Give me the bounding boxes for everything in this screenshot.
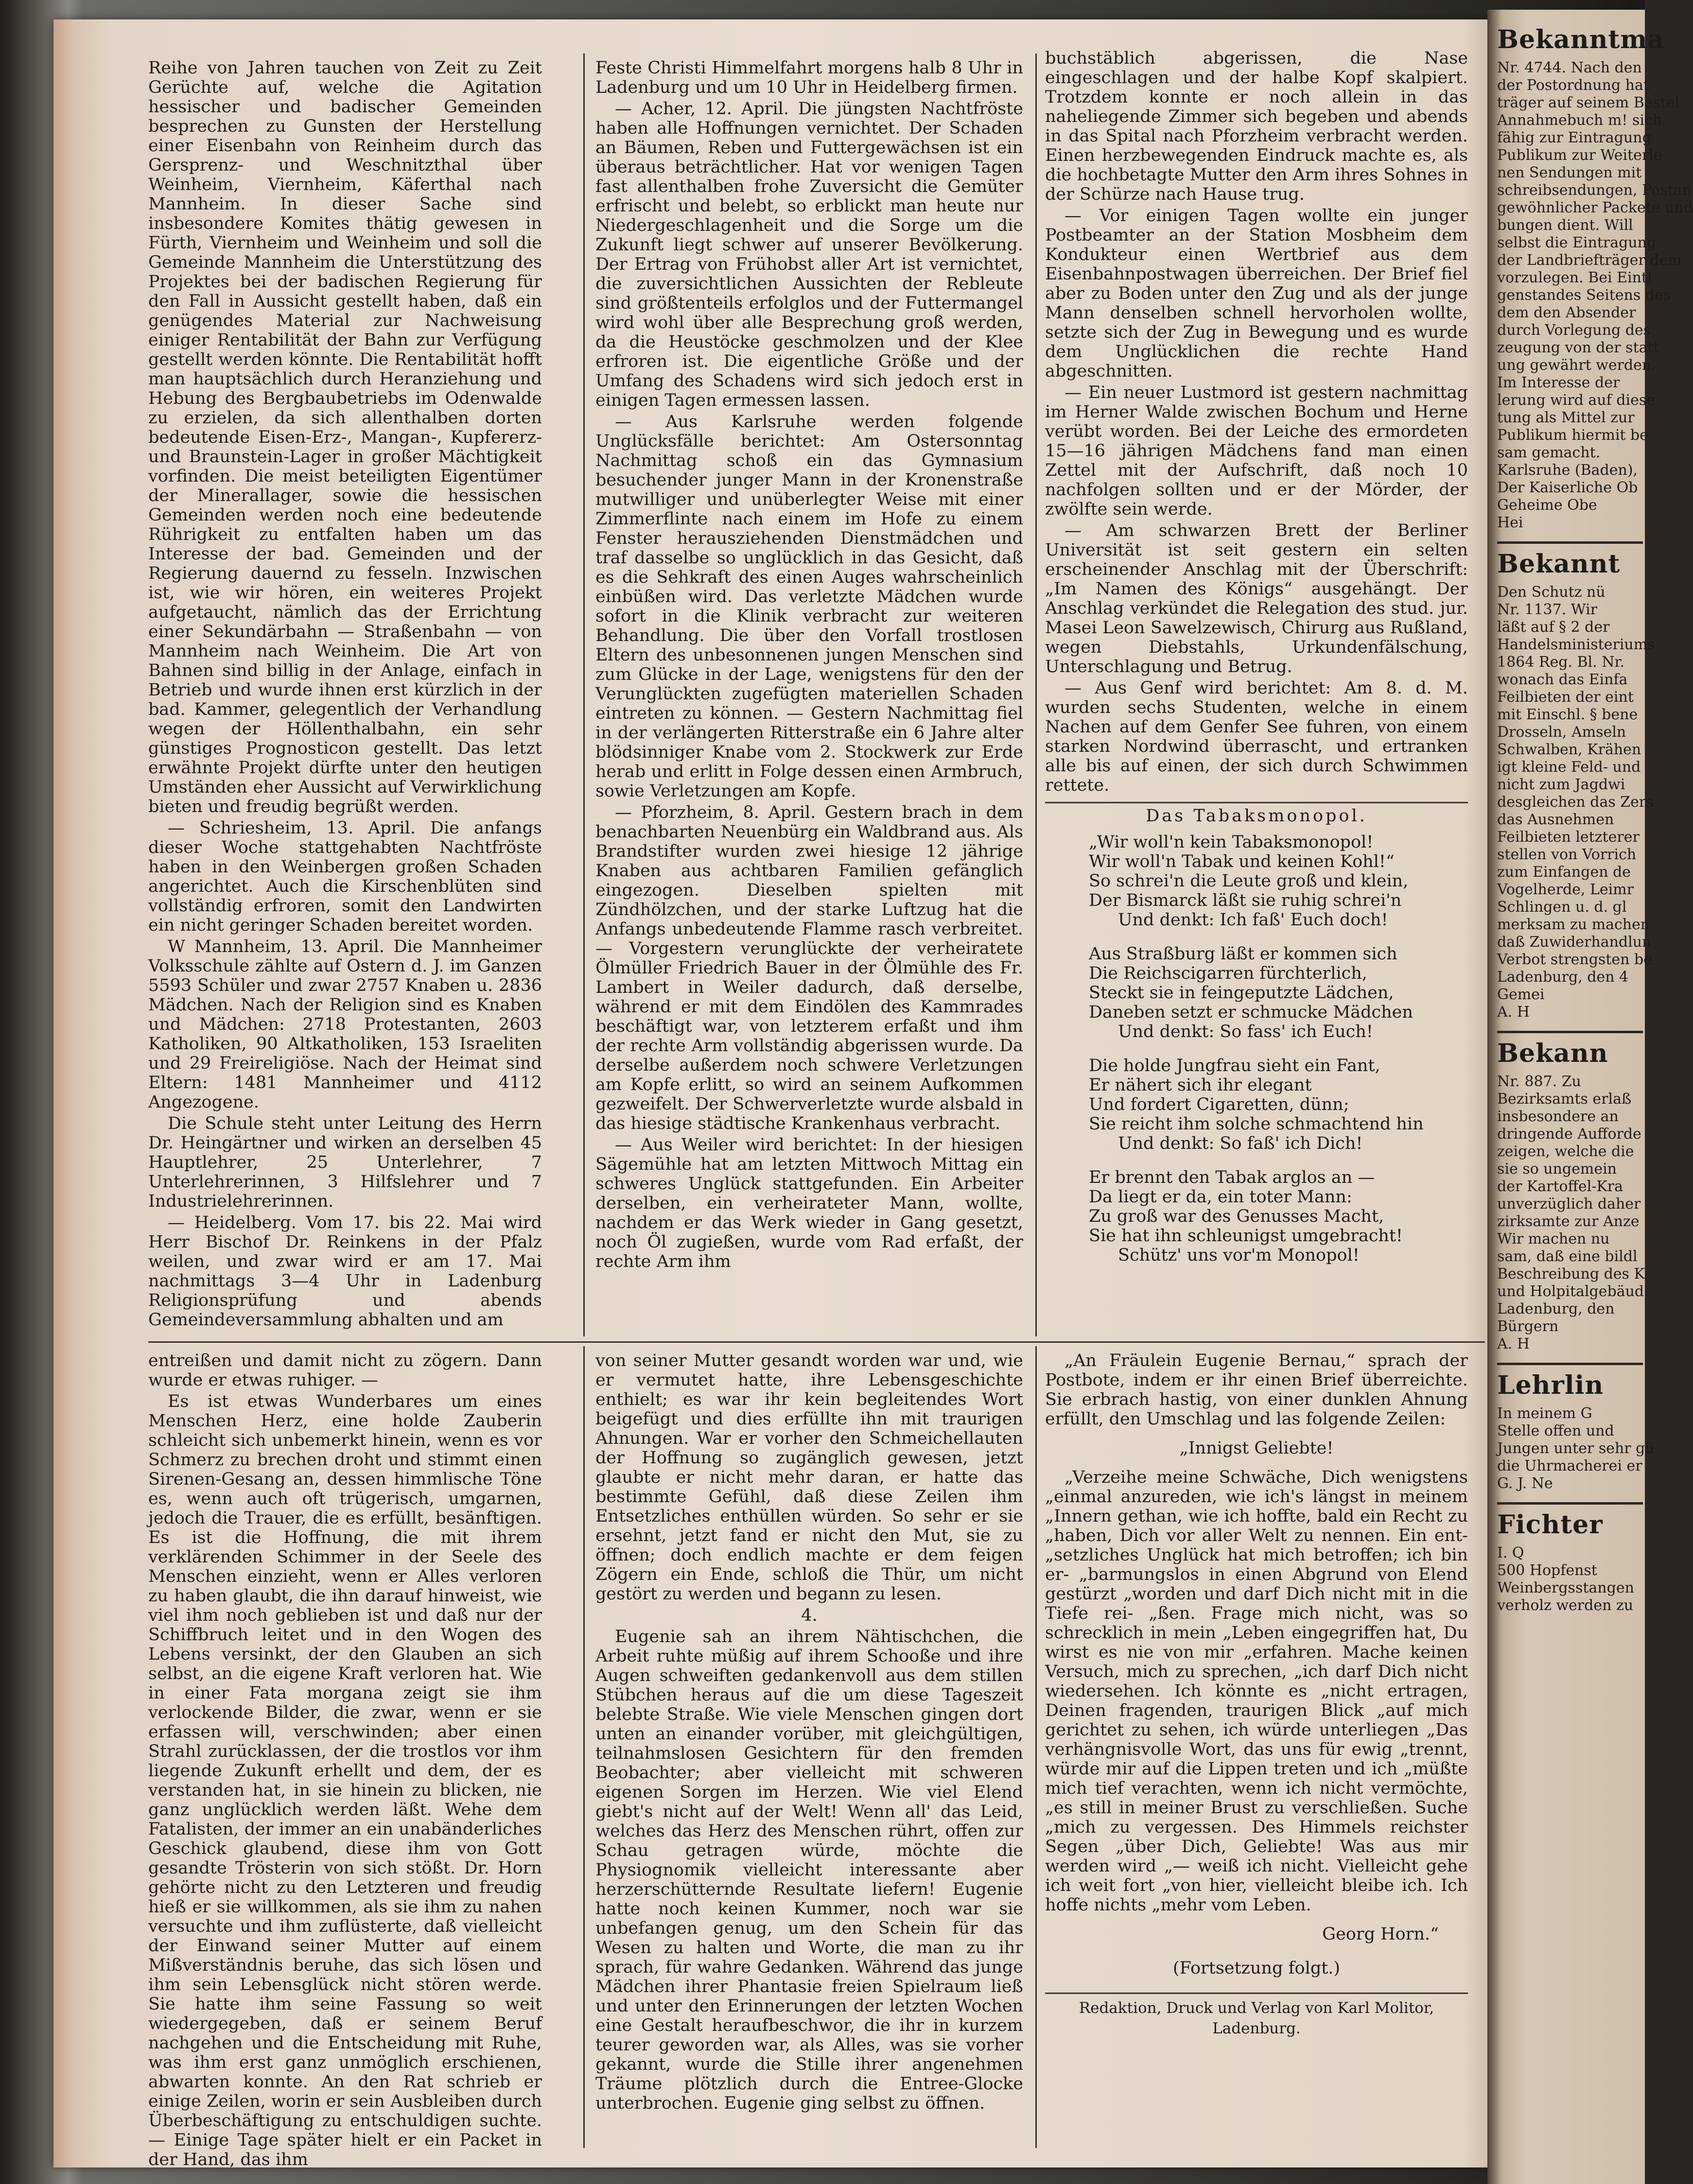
- ad-line: zeigen, welche die: [1497, 1143, 1634, 1160]
- ad-line: Jungen unter sehr gü: [1497, 1440, 1655, 1457]
- poem-line: Und denkt: Ich faß' Euch doch!: [1118, 910, 1388, 930]
- ad-line: ung gewährt werden.: [1497, 357, 1656, 374]
- ad-block: [1497, 59, 1693, 532]
- ad-line: In meinem G: [1497, 1405, 1592, 1422]
- ad-line: G. J. Ne: [1497, 1475, 1553, 1492]
- poem-stanza-3: [1045, 1056, 1468, 1153]
- column-rule: [1035, 53, 1037, 1336]
- poem-line: Und fordert Cigaretten, dünn;: [1089, 1095, 1349, 1114]
- ad-line: die Uhrmacherei er: [1497, 1457, 1642, 1474]
- article-pforzheim: — Pforzheim, 8. April. Gestern brach in dem benachbarten Neuenbürg ein Waldbrand aus. Als Brandstifter wurden zwei hiesige 12 jährige Knaben aus achtbaren Familien gefänglich eingezogen. Dieselben spielten mit Zündhölzchen, und der starke Luftzug hat die Anfangs unbedeutende Flamme rasch verbreitet. — Vorgestern verunglückte der verheiratete Ölmüller Friedrich Bauer in der Ölmühle des Fr. Lambert in Weiler dadurch, daß derselbe, während er mit dem Eindölen des Kammrades beschäftigt war, von letzterem erfaßt und ihm der rechte Arm vollständig abgerissen wurde. Da derselbe außerdem noch schwere Verletzungen am Kopfe erlitt, so wird an seinem Aufkommen gezweifelt. Der Schwerverletzte wurde alsbald in das hiesige städtische Krankenhaus verbracht.: [595, 803, 1023, 1133]
- ad-line: Weinbergsstangen: [1497, 1579, 1634, 1596]
- ad-block: [1497, 584, 1655, 1021]
- ad-heading: Bekann: [1497, 1039, 1608, 1068]
- upper-column-3: [1045, 49, 1468, 1336]
- ad-line: durch Vorlegung des: [1497, 322, 1651, 339]
- column-rule: [583, 1346, 585, 2148]
- ad-line: Handelsministeriums: [1497, 636, 1655, 653]
- ad-line: Hei: [1497, 514, 1523, 531]
- ad-line: Schwalben, Krähen: [1497, 741, 1641, 758]
- poem-line: Da liegt er da, ein toter Mann:: [1089, 1187, 1352, 1207]
- article-himmelfahrt: Feste Christi Himmelfahrt morgens halb 8 Uhr in Ladenburg und um 10 Uhr in Heidelberg firmen.: [595, 58, 1023, 97]
- ad-line: Wir machen nu: [1497, 1231, 1610, 1248]
- imprint-place: Ladenburg.: [1212, 2020, 1301, 2037]
- ad-line: dem den Absender: [1497, 304, 1636, 321]
- ad-line: läßt auf § 2 der: [1497, 619, 1610, 636]
- ad-line: Ladenburg, den: [1497, 1300, 1615, 1317]
- ad-block: [1497, 1544, 1643, 1614]
- ad-heading: Bekanntma: [1497, 25, 1665, 54]
- poem-line: Daneben setzt er schmucke Mädchen: [1089, 1003, 1413, 1022]
- poem-rule: [1045, 802, 1468, 803]
- ad-line: 500 Hopfenst: [1497, 1562, 1597, 1579]
- section-divider: [148, 1341, 1485, 1343]
- ad-line: nicht zum Jagdwi: [1497, 776, 1625, 793]
- ad-line: zeugung von der statt: [1497, 339, 1659, 356]
- lower-column-2: [595, 1351, 1023, 2148]
- ad-line: fähig zur Eintragung: [1497, 129, 1652, 146]
- poem-line: Und denkt: So faß' ich Dich!: [1118, 1134, 1363, 1153]
- ad-line: unverzüglich daher: [1497, 1196, 1641, 1213]
- article-weiler: — Aus Weiler wird berichtet: In der hiesigen Sägemühle hat am letzten Mittwoch Mittag ein schweres Unglück stattgefunden. Ein Arbeiter derselben, ein verheirateter Mann, wollte, nachdem er das Werk wieder in Gang gesetzt, noch Öl zugießen, wurde vom Rad erfaßt, der rechte Arm ihm: [595, 1135, 1023, 1271]
- ad-heading: Lehrlin: [1497, 1370, 1604, 1400]
- continued-note: (Fortsetzung folgt.): [1172, 1959, 1341, 1978]
- ad-line: dringende Aufforde: [1497, 1126, 1641, 1143]
- poem-stanza-4: [1045, 1168, 1468, 1265]
- poem-line: Steckt sie in feingeputzte Lädchen,: [1089, 983, 1394, 1003]
- ad-line: tung als Mittel zur: [1497, 409, 1635, 426]
- story-paragraph: Es ist etwas Wunderbares um eines Menschen Herz, eine holde Zauberin schleicht sich unbemerkt hinein, wenn es vor Schmerz zu brechen droht und stimmt einen Sirenen-Gesang an, dessen himmlische Töne es, wenn auch oft trügerisch, umgarnen, jedoch die Trauer, die es erfüllt, besänftigen. Es ist die Hoffnung, die mit ihrem verklärenden Schimmer in der Seele des Menschen einzieht, wenn er Alles verloren zu haben glaubt, die ihn darauf hinweist, wie viel ihm noch geblieben ist und daß nur der Schiffbruch leitet und in den Wogen des Lebens versinkt, der den Glauben an sich selbst, an die eigene Kraft verloren hat. Wie in einer Fata morgana zeigt sie ihm verlockende Bilder, die zwar, wenn er sie erfassen will, verschwinden; aber einen Strahl zurücklassen, der die trostlos vor ihm liegende Zukunft erhellt und dem, der es verstanden hat, in sie hinein zu blicken, nie ganz unglücklich werden läßt. Wehe dem Fatalisten, der immer an ein unabänderliches Geschick glaubend, diese ihm von Gott gesandte Trösterin von sich stößt. Dr. Horn gehörte nicht zu den Letzteren und freudig hieß er sie willkommen, als sie ihm zu nahen versuchte und ihm zuflüsterte, daß vielleicht der Einwand seiner Mutter auf einem Mißverständnis beruhe, das sich lösen und ihm sein Lebensglück nicht stören werde. Sie hatte ihm seine Fassung so weit wiedergegeben, daß er seinem Beruf nachgehen und die Entscheidung mit Ruhe, was ihm erst ganz unmöglich erschienen, abwarten konnte. An den Rat schrieb er einige Zeilen, worin er sein Ausbleiben durch Überbeschäftigung zu entschuldigen suchte. — Einige Tage später hielt er ein Packet in der Hand, das ihm: [148, 1392, 542, 2169]
- ad-line: I. Q: [1497, 1544, 1524, 1561]
- ad-line: Bezirksamts erlaß: [1497, 1091, 1632, 1108]
- ad-line: insbesondere an: [1497, 1108, 1619, 1125]
- poem-line: Sie reicht ihm solche schmachtend hin: [1089, 1114, 1424, 1134]
- ad-line: stellen von Vorrich: [1497, 846, 1637, 863]
- ad-line: träger auf seinem Bestel: [1497, 94, 1680, 111]
- upper-column-1: [148, 58, 542, 1332]
- ad-line: A. H: [1497, 1335, 1530, 1352]
- article-weiler-cont: buchstäblich abgerissen, die Nase eingeschlagen und der halbe Kopf skalpiert. Trotzdem konnte er noch allein in das naheliegende Zimmer sich begeben und abends in das Spital nach Pforzheim verbracht werden. Einen herzbewegenden Eindruck machte es, als die hochbetagte Mutter den Arm ihres Sohnes in der Schürze nach Hause trug.: [1045, 49, 1468, 204]
- article-berlin-university: — Am schwarzen Brett der Berliner Universität ist seit gestern ein selten erscheinender Anschlag mit der Überschrift: „Im Namen des Königs“ ausgehängt. Der Anschlag verkündet die Relegation des stud. jur. Masei Leon Sawelzewisch, Chirurg aus Rußland, wegen Diebstahls, Urkundenfälschung, Unterschlagung und Betrug.: [1045, 521, 1468, 676]
- ad-line: Karlsruhe (Baden),: [1497, 462, 1638, 479]
- ad-line: Annahmebuch m! sich: [1497, 112, 1662, 129]
- ad-line: Nr. 887. Zu: [1497, 1073, 1581, 1090]
- ad-line: Stelle offen und: [1497, 1422, 1614, 1439]
- ad-line: das Ausnehmen: [1497, 811, 1614, 828]
- story-paragraph: „An Fräulein Eugenie Bernau,“ sprach der Postbote, indem er ihr einen Brief überreichte. Sie erbrach hastig, von einer dunklen Ahnung erfüllt, den Umschlag und las folgende Zeilen:: [1045, 1351, 1468, 1429]
- ad-line: schreibsendungen, Postan: [1497, 182, 1692, 199]
- ad-heading: Fichter: [1497, 1510, 1603, 1540]
- imprint-rule: [1045, 1993, 1468, 1994]
- ad-line: Nr. 4744. Nach den: [1497, 59, 1642, 76]
- poem-line: Die Reichscigarren fürchterlich,: [1089, 964, 1367, 983]
- ad-line: igt kleine Feld- und: [1497, 759, 1641, 776]
- ad-line: sam, daß eine bildl: [1497, 1248, 1638, 1265]
- ad-line: zirksamte zur Anze: [1497, 1213, 1640, 1230]
- poem-title: Das Tabaksmonopol.: [1146, 806, 1367, 826]
- adjacent-page-text: [1497, 19, 1693, 1614]
- ad-line: und Holpitalgebäud: [1497, 1283, 1644, 1300]
- ad-line: Im Interesse der: [1497, 374, 1620, 391]
- poem-line: Er nähert sich ihr elegant: [1089, 1075, 1312, 1095]
- ad-line: bungen dient. Will: [1497, 217, 1633, 234]
- ad-line: wonach das Einfa: [1497, 671, 1628, 688]
- story-paragraph: entreißen und damit nicht zu zögern. Dann wurde er etwas ruhiger. —: [148, 1351, 542, 1390]
- lower-column-1: [148, 1351, 542, 2169]
- letter-signature: Georg Horn.“: [1322, 1924, 1439, 1944]
- ad-line: desgleichen das Zers: [1497, 794, 1654, 811]
- ad-line: Feilbieten letzterer: [1497, 829, 1640, 846]
- ad-line: sam gemacht.: [1497, 444, 1601, 461]
- ad-line: Gemei: [1497, 986, 1545, 1003]
- imprint-line: Redaktion, Druck und Verlag von Karl Molitor,: [1079, 1999, 1434, 2017]
- ad-line: der Kartoffel-Kra: [1497, 1178, 1623, 1195]
- ad-line: Beschreibung des K: [1497, 1265, 1645, 1283]
- ad-line: Geheime Obe: [1497, 497, 1597, 514]
- ad-heading: Bekannt: [1497, 549, 1621, 579]
- story-paragraph: von seiner Mutter gesandt worden war und, wie er vermutet hatte, ihre Lebensgeschichte enthielt; es war ihr kein begleitendes Wort beigefügt und dies erfüllte ihn mit traurigen Ahnungen. War er vorher den Schmeichellauten der Hoffnung so zugänglich gewesen, jetzt glaubte er nicht mehr daran, er hatte das bestimmte Gefühl, daß diese Zeilen ihm Entsetzliches enthüllen würden. So sehr er sie ersehnt, jetzt fand er nicht den Mut, sie zu öffnen; doch endlich machte er dem feigen Zögern ein Ende, schloß die Thür, um nicht gestört zu werden und begann zu lesen.: [595, 1351, 1023, 1604]
- column-rule: [583, 53, 585, 1336]
- ad-line: Vogelherde, Leimr: [1497, 881, 1634, 898]
- article-postbeamter: — Vor einigen Tagen wollte ein junger Postbeamter an der Station Mosbheim dem Kondukteur einen Wertbrief aus dem Eisenbahnpostwagen überreichen. Der Brief fiel aber zu Boden unter den Zug und als der junge Mann denselben schnell hervorholen wollte, setzte sich der Zug in Bewegung und es wurde dem Unglücklichen die rechte Hand abgeschnitten.: [1045, 206, 1468, 381]
- ad-line: lerung wird auf diese: [1497, 392, 1655, 409]
- ad-rule: [1497, 1363, 1643, 1365]
- ad-line: der Landbriefträger dem: [1497, 252, 1682, 269]
- ad-line: Bürgern: [1497, 1318, 1559, 1335]
- article-lustmord: — Ein neuer Lustmord ist gestern nachmittag im Herner Walde zwischen Bochum und Herne verübt worden. Bei der Leiche des ermordeten 15—16 jährigen Mädchens fand man einen Zettel mit der Aufschrift, daß noch 10 nachfolgen sollten und er der Mörder, der zwölfte sein werde.: [1045, 383, 1468, 519]
- lower-column-3: [1045, 1351, 1468, 2148]
- ad-line: 1864 Reg. Bl. Nr.: [1497, 654, 1625, 671]
- article-railway: Reihe von Jahren tauchen von Zeit zu Zeit Gerüchte auf, welche die Agitation hessischer und badischer Gemeinden besprechen zu Gunsten der Herstellung einer Eisenbahn von Reinheim durch das Gersprenz- und Weschnitzthal über Weinheim, Viernheim, Käferthal nach Mannheim. In dieser Sache sind insbesondere Komites thätig gewesen in Fürth, Viernheim und Weinheim und soll die Gemeinde Mannheim die Unterstützung des Projektes bei der badischen Regierung für den Fall in Aussicht gestellt haben, daß ein genügendes Material zur Nachweisung einiger Rentabilität der Bahn zur Verfügung gestellt werden könnte. Die Rentabilität hofft man hauptsächlich durch Heranziehung und Hebung des Bergbaubetriebs im Odenwalde zu erzielen, da sich allenthalben dorten bedeutende Eisen-Erz-, Mangan-, Kupfererz- und Braunstein-Lager in großer Mächtigkeit vorfinden. Die meist beteiligten Eigentümer der Minerallager, sowie die hessischen Gemeinden werden noch eine bedeutende Rührigkeit zu entfalten haben um das Interesse der bad. Gemeinden und der Regierung dauernd zu fesseln. Inzwischen ist, wie wir hören, ein weiteres Projekt aufgetaucht, nämlich das der Errichtung einer Sekundärbahn — Straßenbahn — von Mannheim nach Weinheim. Die Art von Bahnen sind billig in der Anlage, einfach in Betrieb und wurde ihnen erst kürzlich in der bad. Kammer, gelegentlich der Verhandlung wegen der Höllenthalbahn, ein sehr günstiges Prognosticon gestellt. Das letzt erwähnte Projekt dürfte unter den heutigen Umständen eher Aussicht auf Verwirklichung bieten und freudig begrüßt werden.: [148, 58, 542, 816]
- ad-line: Ladenburg, den 4: [1497, 969, 1629, 986]
- ad-line: Publikum zur Weiterle: [1497, 147, 1662, 164]
- poem-line: Der Bismarck läßt sie ruhig schrei'n: [1089, 891, 1402, 910]
- chapter-number: 4.: [801, 1606, 818, 1625]
- ad-line: daß Zuwiderhandlun: [1497, 934, 1652, 951]
- letter-body: „Verzeihe meine Schwäche, Dich wenigstens „einmal anzureden, wie ich's längst in meinem „Innern gethan, wie ich hoffte, bald ein Recht zu „haben, Dich vor aller Welt zu nennen. Ein ent- „setzliches Unglück hat mich betroffen; ich bin er- „barmungslos in einen Abgrund von Elend gestürzt „worden und darf Dich nicht mit in die Tiefe rei- „ßen. Frage mich nicht, was so schrecklich in mein „Leben eingegriffen hat, Du wirst es nie von mir „erfahren. Mache keinen Versuch, mich zu sprechen, „ich darf Dich nicht wiedersehen. Ich könnte es „nicht ertragen, Deinen fragenden, traurigen Blick „auf mich gerichtet zu sehen, ich würde unterliegen „Das verhängnisvolle Wort, das uns für ewig „trennt, würde mir auf die Lippen treten und ich „müßte mich tief verachten, wenn ich nicht vermöchte, „es still in meiner Brust zu verschließen. Suche „mich zu vergessen. Des Himmels reichster Segen „über Dich, Geliebte! Was aus mir werden wird „— weiß ich nicht. Vielleicht gehe ich weit fort „von hier, vielleicht bleibe ich. Ich hoffe nichts „mehr vom Leben.: [1045, 1468, 1468, 1915]
- ad-line: der Postordnung hat: [1497, 77, 1649, 94]
- ad-line: Publikum hiermit be: [1497, 427, 1648, 444]
- poem-line: Aus Straßburg läßt er kommen sich: [1089, 944, 1397, 964]
- article-acher: — Acher, 12. April. Die jüngsten Nachtfröste haben alle Hoffnungen vernichtet. Der Schaden an Bäumen, Reben und Futtergewächsen ist ein überaus beträchtlicher. Hat vor wenigen Tagen fast allenthalben frohe Zuversicht die Gemüter erfrischt und belebt, so erblickt man heute nur Niedergeschlagenheit und die Sorge um die Zukunft liegt schwer auf unserer Bevölkerung. Der Ertrag von Frühobst aller Art ist vernichtet, die zuversichtlichen Aussichten der Rebleute sind größtenteils erfolglos und der Futtermangel wird wohl über alle Besprechung groß werden, da die Heustöcke geschmolzen und der Klee erfroren ist. Die eigentliche Größe und der Umfang des Schadens wird sich jedoch erst in einigen Tagen ermessen lassen.: [595, 99, 1023, 410]
- letter-salutation: „Innigst Geliebte!: [1179, 1439, 1334, 1458]
- story-paragraph: Eugenie sah an ihrem Nähtischchen, die Arbeit ruhte müßig auf ihrem Schooße und ihre Augen schweiften gedankenvoll aus dem stillen Stübchen heraus auf die um diese Tageszeit belebte Straße. Wie viele Menschen gingen dort unten an einander vorüber, mit gleichgültigen, teilnahmslosen Gesichtern für den fremden Beobachter; aber vielleicht mit schweren eigenen Sorgen im Herzen. Wie viel Elend giebt's nicht auf der Welt! Wenn all' das Leid, welches das Herz des Menschen rührt, offen zur Schau getragen würde, möchte die Physiognomik vielleicht interessante aber herzerschütternde Resultate liefern! Eugenie hatte noch keinen Kummer, noch war sie unbefangen genug, um den Schein für das Wesen zu halten und Worte, die man zu ihr sprach, für wahre Gedanken. Während das junge Mädchen ihrer Phantasie freien Spielraum ließ und unter den Erinnerungen der letzten Wochen eine Gestalt heraufbeschwor, die ihr in kurzem teurer geworden war, als Alles, was sie vorher gekannt, wurde die Stille ihrer angenehmen Träume plötzlich durch die Entree-Glocke unterbrochen. Eugenie ging selbst zu öffnen.: [595, 1627, 1023, 2113]
- ad-line: vorzulegen. Bei Einti: [1497, 269, 1652, 286]
- ad-rule: [1497, 1502, 1643, 1505]
- poem-line: So schrei'n die Leute groß und klein,: [1089, 871, 1409, 891]
- poem-stanza-2: [1045, 944, 1468, 1041]
- ad-line: mit Einschl. § bene: [1497, 706, 1638, 723]
- article-karlsruhe: — Aus Karlsruhe werden folgende Unglücksfälle berichtet: Am Ostersonntag Nachmittag schoß ein das Gymnasium besuchender junger Mann in der Kronenstraße mutwilliger und unüberlegter Weise mit einer Zimmerflinte nach einem im Hofe zu einem Fenster herausziehenden Dienstmädchen und traf dasselbe so unglücklich in das Gesicht, daß es die Sehkraft des einen Auges wahrscheinlich einbüßen wird. Das verletzte Mädchen wurde sofort in die Klinik verbracht zur weiteren Behandlung. Die über den Vorfall trostlosen Eltern des unbesonnenen jungen Menschen sind zum Glücke in der Lage, wenigstens für den der Verunglückten zugefügten materiellen Schaden eintreten zu können. — Gestern Nachmittag fiel in der verlängerten Ritterstraße ein 6 Jahre alter blödsinniger Knabe vom 2. Stockwerk zur Erde herab und erlitt in Folge dessen einen Armbruch, sowie Verletzungen am Kopfe.: [595, 412, 1023, 801]
- ad-line: zum Einfangen de: [1497, 864, 1631, 881]
- ad-line: Verbot strengsten be: [1497, 951, 1652, 968]
- ad-line: A. H: [1497, 1004, 1530, 1021]
- ad-line: Drosseln, Amseln: [1497, 724, 1626, 741]
- upper-column-2: [595, 58, 1023, 1332]
- ad-line: Der Kaiserliche Ob: [1497, 479, 1638, 496]
- article-heidelberg: — Heidelberg. Vom 17. bis 22. Mai wird Herr Bischof Dr. Reinkens in der Pfalz weilen, und zwar wird er am 17. Mai nachmittags 3—4 Uhr in Ladenburg Religionsprüfung und abends Gemeindeversammlung abhalten und am: [148, 1213, 542, 1330]
- poem-line: Wir woll'n Tabak und keinen Kohl!“: [1089, 852, 1395, 871]
- ad-line: selbst die Eintragung: [1497, 234, 1657, 251]
- poem-line: Sie hat ihn schleunigst umgebracht!: [1089, 1226, 1403, 1246]
- ad-line: sie so ungemein: [1497, 1161, 1617, 1178]
- poem-line: Schütz' uns vor'm Monopol!: [1118, 1246, 1360, 1265]
- poem-line: Und denkt: So fass' ich Euch!: [1118, 1022, 1373, 1041]
- ad-line: Feilbieten der eint: [1497, 689, 1634, 706]
- ad-line: nen Sendungen mit: [1497, 164, 1642, 181]
- ad-line: Schlingen u. d. gl: [1497, 899, 1627, 916]
- article-schriesheim: — Schriesheim, 13. April. Die anfangs dieser Woche stattgehabten Nachtfröste haben in den Weinbergen großen Schaden angerichtet. Auch die Kirschenblüten sind vollständig erfroren, somit den Landwirten ein nicht geringer Schaden bereitet worden.: [148, 818, 542, 935]
- article-genf: — Aus Genf wird berichtet: Am 8. d. M. wurden sechs Studenten, welche in einem Nachen auf dem Genfer See fuhren, von einem starken Nordwind überrascht, und ertranken alle bis auf einen, der sich durch Schwimmen rettete.: [1045, 678, 1468, 795]
- ad-line: gewöhnlicher Packete und: [1497, 199, 1693, 216]
- article-mannheim: W Mannheim, 13. April. Die Mannheimer Volksschule zählte auf Ostern d. J. im Ganzen 5593 Schüler und zwar 2757 Knaben u. 2836 Mädchen. Nach der Religion sind es Knaben und Mädchen: 2718 Protestanten, 2603 Katholiken, 90 Altkatholiken, 153 Israeliten und 29 Freireligiöse. Nach der Heimat sind Eltern: 1481 Mannheimer und 4112 Angezogene.: [148, 937, 542, 1112]
- ad-line: verholz werden zu: [1497, 1597, 1634, 1614]
- poem-line: Die holde Jungfrau sieht ein Fant,: [1089, 1056, 1380, 1075]
- poem-line: Zu groß war des Genusses Macht,: [1089, 1207, 1384, 1226]
- ad-block: [1497, 1405, 1655, 1492]
- ad-line: merksam zu machen: [1497, 916, 1650, 933]
- ad-line: Den Schutz nü: [1497, 584, 1606, 601]
- article-mannheim-school: Die Schule steht unter Leitung des Herrn Dr. Heingärtner und wirken an derselben 45 Hauptlehrer, 25 Unterlehrer, 7 Unterlehrerinnen, 3 Hilfslehrer und 7 Industrielehrerinnen.: [148, 1114, 542, 1211]
- ad-block: [1497, 1073, 1643, 1353]
- ad-line: genstandes Seitens des: [1497, 287, 1671, 304]
- poem-line: Er brennt den Tabak arglos an —: [1089, 1168, 1375, 1187]
- ad-rule: [1497, 541, 1643, 544]
- poem-line: „Wir woll'n kein Tabaksmonopol!: [1089, 832, 1374, 852]
- poem-stanza-1: [1045, 832, 1468, 930]
- ad-rule: [1497, 1031, 1643, 1033]
- ad-line: Nr. 1137. Wir: [1497, 601, 1598, 618]
- column-rule: [1035, 1346, 1037, 2148]
